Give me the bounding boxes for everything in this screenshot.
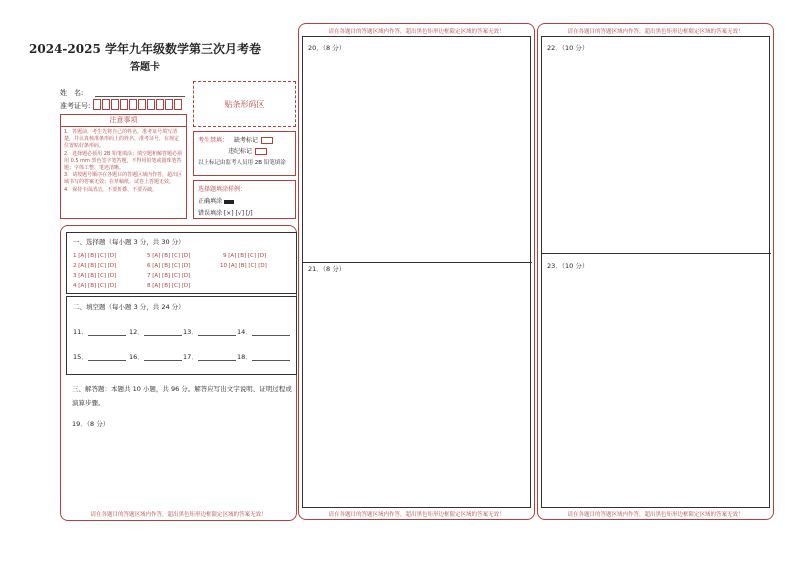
exam-mark-note: 以上标记由监考人员用 2B 铅笔填涂	[198, 160, 286, 166]
mc-question[interactable]: 1 [A] [B] [C] [D]	[73, 253, 117, 259]
digit-box[interactable]	[111, 99, 119, 110]
ticket-number-boxes[interactable]	[93, 99, 183, 110]
page-title: 2024-2025 学年九年级数学第三次月考卷	[29, 42, 261, 56]
blank-line[interactable]	[88, 353, 126, 361]
blank-line[interactable]	[198, 353, 236, 361]
digit-box[interactable]	[147, 99, 155, 110]
digit-box[interactable]	[129, 99, 137, 110]
divider	[303, 262, 532, 263]
fill-example-title: 选择题填涂样例：	[198, 186, 247, 193]
mc-question[interactable]: 6 [A] [B] [C] [D]	[147, 263, 191, 269]
mc-question[interactable]: 7 [A] [B] [C] [D]	[147, 273, 191, 279]
absent-row	[234, 135, 273, 144]
fill-wrong-label: 错误填涂 [×] [√] [/]	[198, 210, 253, 217]
answer-box-2	[302, 36, 531, 508]
blank-15[interactable]	[73, 352, 126, 361]
absent-mark-box[interactable]	[261, 137, 273, 144]
blank-number: 11．	[73, 328, 88, 336]
violation-row	[228, 146, 291, 155]
note-item: 4．保持卡面清洁，不要折叠、不要弄破。	[64, 186, 158, 193]
question-19-answer-area[interactable]	[72, 430, 294, 506]
blank-number: 17．	[183, 353, 198, 361]
absent-label: 缺考标记	[234, 137, 259, 144]
question-19-label: 19．（8 分）	[72, 420, 110, 428]
name-label: 姓 名:	[60, 89, 84, 97]
question-23-label: 23．（10 分）	[547, 262, 589, 270]
notes-box	[60, 114, 187, 219]
section-3-title: 三、解答题：本题共 10 小题，共 96 分。解答应写出文字说明、证明过程或演算步骤。	[72, 385, 292, 407]
blank-number: 12．	[129, 328, 144, 336]
blank-line[interactable]	[252, 353, 290, 361]
blank-14[interactable]	[237, 327, 290, 336]
exam-mark-label: 考生禁填：	[198, 137, 229, 144]
filled-sample-mark	[224, 200, 234, 204]
notes-list	[61, 127, 186, 196]
mc-question[interactable]: 3 [A] [B] [C] [D]	[73, 273, 117, 279]
blank-number: 15．	[73, 353, 88, 361]
note-item: 2．选择题必须用 2B 铅笔填涂；填空题和解答题必须用 0.5 mm 黑色签字笔答题，不得用铅笔或圆珠笔答题；字体工整、笔迹清晰。	[64, 150, 182, 172]
warning-text-5: 请在各题目的答题区域内作答，超出黑色矩形边框限定区域的答案无效！	[567, 512, 744, 518]
warning-text-1: 请在各题目的答题区域内作答，超出黑色矩形边框限定区域的答案无效！	[90, 512, 267, 518]
barcode-area	[193, 81, 296, 127]
blank-line[interactable]	[88, 328, 126, 336]
section-1	[66, 232, 297, 294]
question-21-label: 21．（8 分）	[308, 265, 346, 273]
digit-box[interactable]	[102, 99, 110, 110]
warning-text-4: 请在各题目的答题区域内作答，超出黑色矩形边框限定区域的答案无效！	[567, 29, 744, 35]
page-subtitle: 答题卡	[130, 62, 160, 73]
warning-text-2: 请在各题目的答题区域内作答，超出黑色矩形边框限定区域的答案无效！	[328, 29, 505, 35]
blank-line[interactable]	[144, 328, 182, 336]
mc-question[interactable]: 8 [A] [B] [C] [D]	[147, 283, 191, 289]
digit-box[interactable]	[174, 99, 182, 110]
violation-label: 违纪标记	[228, 148, 253, 155]
mc-question[interactable]: 10 [A] [B] [C] [D]	[220, 263, 267, 269]
fill-correct-row	[198, 196, 291, 205]
mc-question[interactable]: 2 [A] [B] [C] [D]	[73, 263, 117, 269]
blank-number: 14．	[237, 328, 252, 336]
blank-12[interactable]	[129, 327, 182, 336]
blank-18[interactable]	[237, 352, 290, 361]
question-22-answer-area[interactable]	[542, 53, 771, 253]
section-2-title: 二、填空题（每小题 3 分，共 24 分）	[73, 303, 185, 311]
blank-line[interactable]	[252, 328, 290, 336]
divider	[542, 253, 771, 254]
blank-number: 13．	[183, 328, 198, 336]
question-20-answer-area[interactable]	[303, 53, 532, 262]
barcode-label: 贴条形码区	[224, 99, 265, 109]
blank-16[interactable]	[129, 352, 182, 361]
blank-13[interactable]	[183, 327, 236, 336]
violation-mark-box[interactable]	[255, 148, 267, 155]
fill-example-box	[193, 180, 296, 219]
digit-box[interactable]	[120, 99, 128, 110]
exam-mark-row	[198, 135, 291, 144]
digit-box[interactable]	[138, 99, 146, 110]
blank-number: 16．	[129, 353, 144, 361]
ticket-label: 准考证号:	[60, 102, 91, 110]
section-2	[66, 296, 297, 375]
digit-box[interactable]	[165, 99, 173, 110]
question-23-answer-area[interactable]	[542, 272, 771, 507]
question-22-label: 22．（10 分）	[547, 44, 589, 52]
name-field[interactable]	[95, 88, 185, 97]
fill-correct-label: 正确填涂	[198, 198, 223, 205]
blank-number: 18．	[237, 353, 252, 361]
answer-box-3	[541, 36, 770, 508]
section-1-title: 一、选择题（每小题 3 分，共 30 分）	[73, 238, 185, 246]
blank-line[interactable]	[198, 328, 236, 336]
notes-heading: 注意事项	[61, 115, 186, 127]
warning-text-3: 请在各题目的答题区域内作答，超出黑色矩形边框限定区域的答案无效！	[328, 512, 505, 518]
exam-mark-box	[193, 131, 296, 176]
blank-line[interactable]	[144, 353, 182, 361]
blank-17[interactable]	[183, 352, 236, 361]
mc-question[interactable]: 4 [A] [B] [C] [D]	[73, 283, 117, 289]
note-item: 3．请按题号顺序在各题目的答题区域内作答，超出区域书写的答案无效；在草稿纸、试卷上答题无效。	[64, 172, 183, 186]
mc-question[interactable]: 5 [A] [B] [C] [D]	[147, 253, 191, 259]
note-item: 1．答题前，考生先将自己的姓名，准考证号填写清楚，并认真核准条形码上的姓名、准考证号，在规定位置贴好条形码。	[64, 129, 180, 150]
digit-box[interactable]	[156, 99, 164, 110]
question-20-label: 20．（8 分）	[308, 44, 346, 52]
digit-box[interactable]	[93, 99, 101, 110]
mc-question[interactable]: 9 [A] [B] [C] [D]	[223, 253, 267, 259]
blank-11[interactable]	[73, 327, 126, 336]
question-21-answer-area[interactable]	[303, 275, 532, 507]
